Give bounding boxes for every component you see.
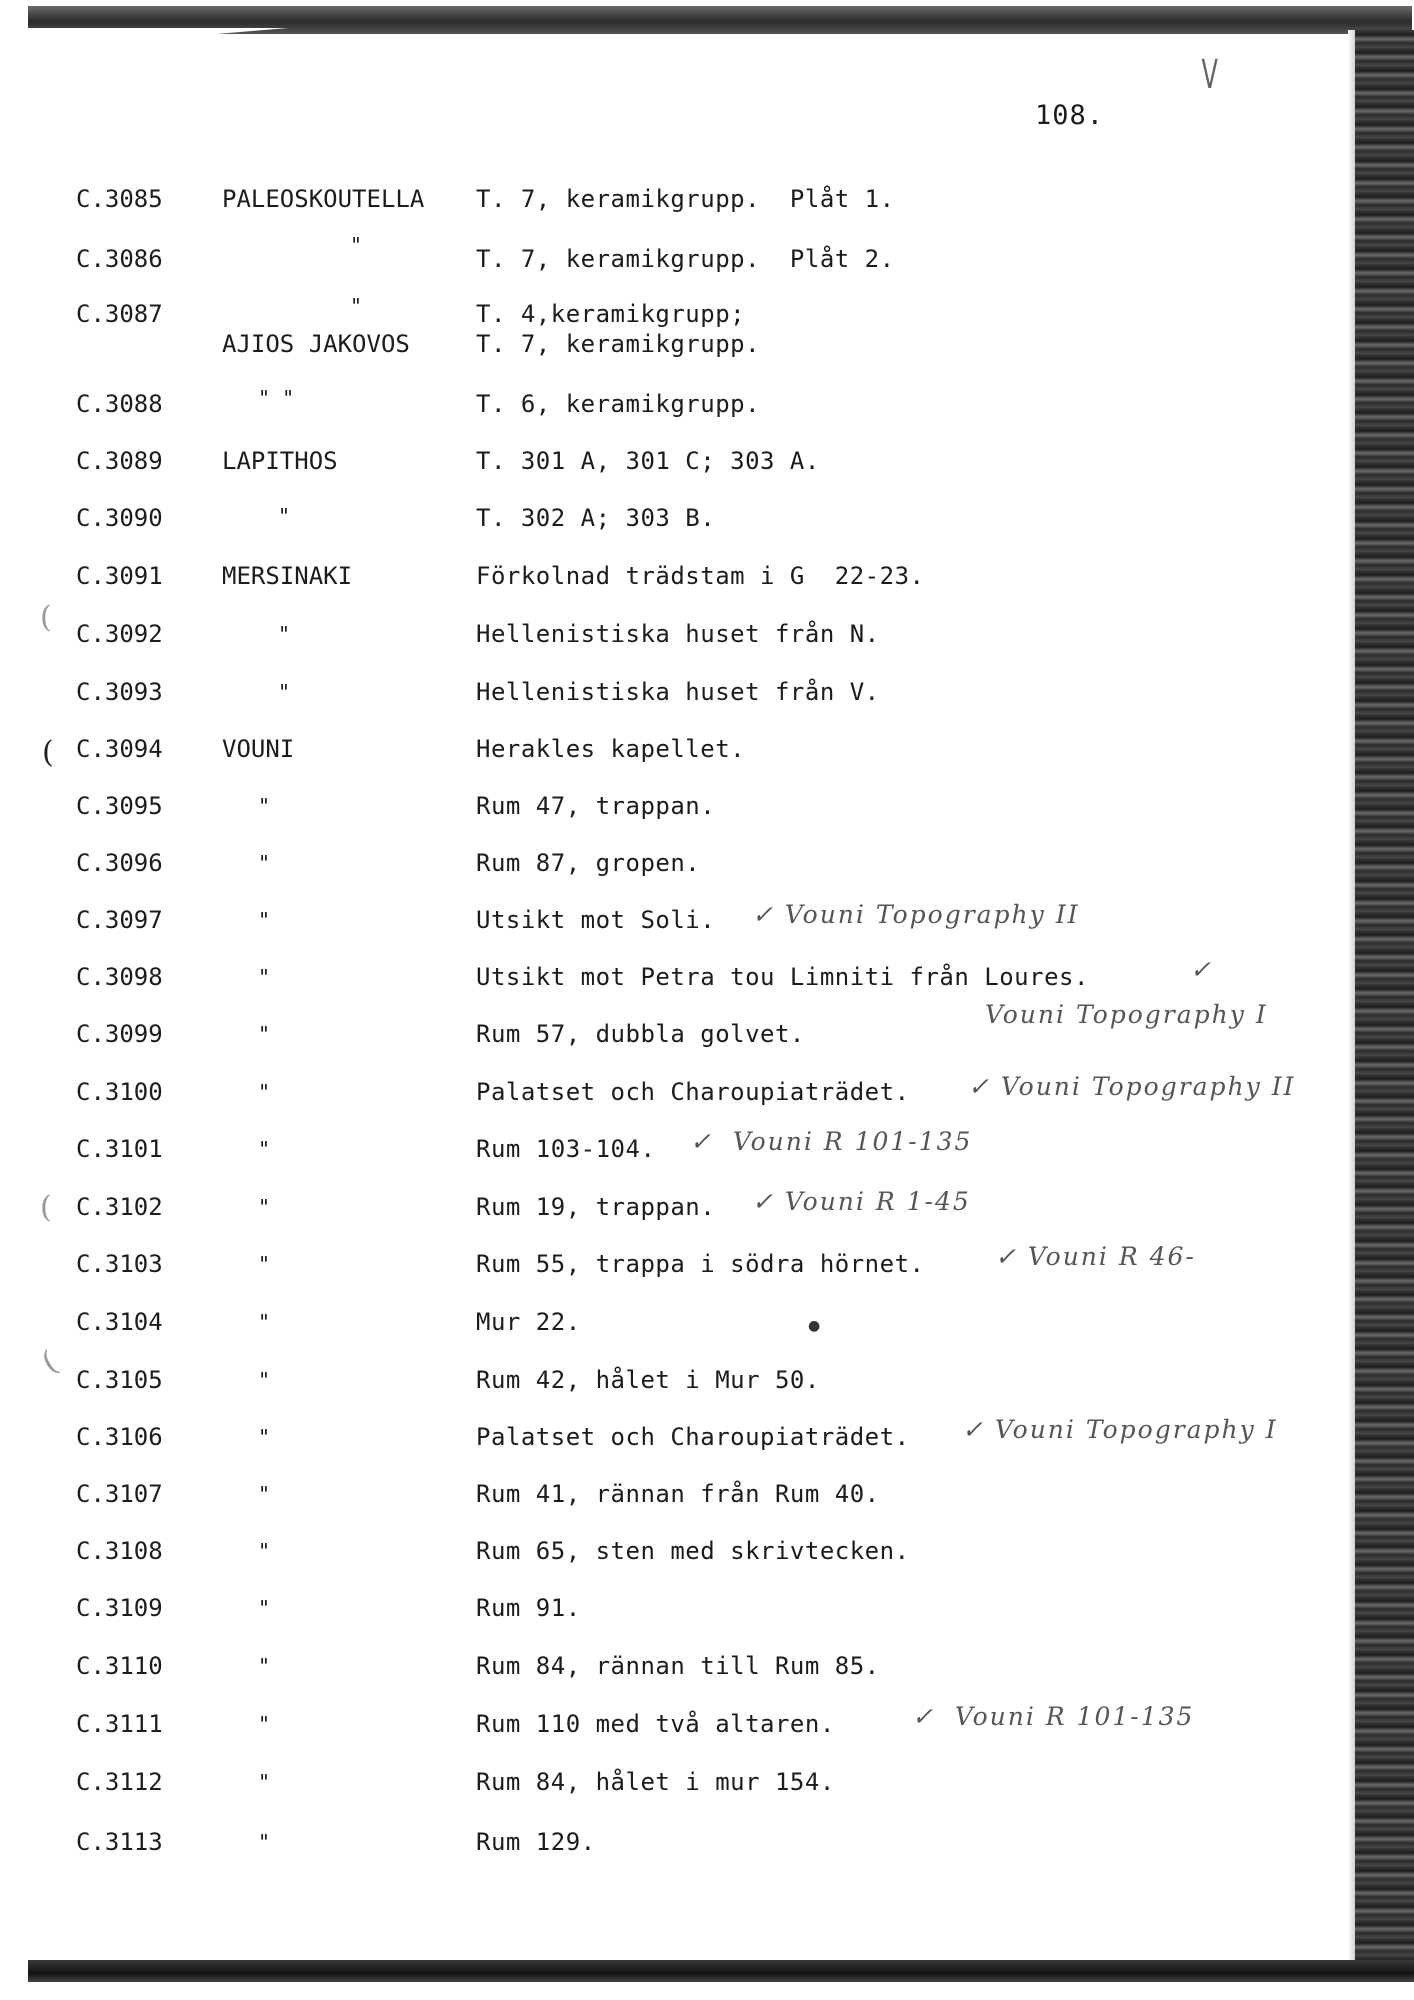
catalogue-entry (0, 233, 1340, 285)
catalogue-entry (0, 1652, 1340, 1692)
scan-border-bottom (28, 1960, 1414, 1982)
catalogue-entry (0, 504, 1340, 544)
entry-description: T. 7, keramikgrupp. Plåt 2. (476, 245, 895, 273)
entry-description: T. 4,keramikgrupp; (476, 300, 746, 328)
entry-number: C.3112 (76, 1768, 163, 1796)
catalogue-entry (0, 1000, 1340, 1060)
entry-description: Herakles kapellet. (476, 735, 746, 763)
entry-site-ditto: " (258, 1539, 271, 1563)
entry-site: VOUNI (222, 735, 295, 763)
margin-paren-mark: ( (40, 1190, 52, 1225)
catalogue-entry (0, 1366, 1340, 1406)
catalogue-entry (0, 1702, 1340, 1750)
entry-description: Palatset och Charoupiaträdet. (476, 1423, 910, 1451)
entry-number: C.3087 (76, 300, 163, 328)
entry-site: AJIOS JAKOVOS (222, 330, 410, 358)
entry-site-ditto: " (258, 965, 271, 989)
entry-site-ditto: " (258, 1080, 271, 1104)
entry-site-ditto: " (258, 1252, 271, 1276)
entry-site-ditto: " (278, 680, 291, 704)
entry-number: C.3088 (76, 390, 163, 418)
top-tick-mark: V (1201, 52, 1218, 98)
entry-site-ditto: " (258, 1310, 271, 1334)
entry-number: C.3089 (76, 447, 163, 475)
entry-number: C.3103 (76, 1250, 163, 1278)
entry-number: C.3113 (76, 1828, 163, 1856)
entry-number: C.3102 (76, 1193, 163, 1221)
entry-site-ditto: " (258, 1195, 271, 1219)
entry-number: C.3086 (76, 245, 163, 273)
entry-number: C.3090 (76, 504, 163, 532)
handwritten-note: ✓ Vouni R 101-135 (690, 1127, 973, 1156)
entry-description: Rum 129. (476, 1828, 596, 1856)
entry-site-ditto: " (258, 1654, 271, 1678)
entry-site-ditto: " (258, 1137, 271, 1161)
entry-description: Rum 103-104. (476, 1135, 656, 1163)
entry-site-ditto: " (278, 622, 291, 646)
entry-description: Rum 84, rännan till Rum 85. (476, 1652, 880, 1680)
entry-number: C.3095 (76, 792, 163, 820)
entry-site-ditto: " (350, 233, 363, 257)
entry-description: Rum 65, sten med skrivtecken. (476, 1537, 910, 1565)
entry-site-ditto: " (258, 1712, 271, 1736)
entry-site-ditto: " (258, 1022, 271, 1046)
catalogue-entry (0, 735, 1340, 775)
entry-description: Förkolnad trädstam i G 22-23. (476, 562, 925, 590)
entry-description: Rum 47, trappan. (476, 792, 716, 820)
entry-site-ditto: " (350, 294, 363, 318)
entry-description: T. 302 A; 303 B. (476, 504, 716, 532)
entry-site-ditto: " (258, 794, 271, 818)
entry-site-ditto: " (258, 1368, 271, 1392)
handwritten-note: ✓ (1190, 955, 1213, 984)
catalogue-entry (0, 620, 1340, 660)
catalogue-entry (0, 1828, 1340, 1868)
catalogue-entry (0, 185, 1340, 225)
entry-number: C.3108 (76, 1537, 163, 1565)
entry-description: T. 301 A, 301 C; 303 A. (476, 447, 820, 475)
handwritten-note: ✓ Vouni R 1-45 (752, 1187, 971, 1216)
entry-site-ditto: " (258, 1596, 271, 1620)
entry-number: C.3097 (76, 906, 163, 934)
entry-description: Rum 91. (476, 1594, 581, 1622)
entry-description: Rum 57, dubbla golvet. (476, 1020, 805, 1048)
entry-number: C.3085 (76, 185, 163, 213)
entry-site-ditto: " (258, 1425, 271, 1449)
entry-description: Mur 22. (476, 1308, 581, 1336)
handwritten-note: ✓ Vouni R 46- (995, 1242, 1196, 1271)
catalogue-entry (0, 678, 1340, 718)
entry-site-ditto: " (258, 851, 271, 875)
entry-site-ditto: " (278, 504, 291, 528)
entry-number: C.3100 (76, 1078, 163, 1106)
margin-paren-mark: ( (36, 1344, 64, 1381)
handwritten-note: ✓ Vouni R 101-135 (912, 1702, 1195, 1731)
catalogue-entry (0, 1537, 1340, 1577)
catalogue-entry (0, 1594, 1340, 1634)
entry-site-ditto: " " (258, 386, 295, 410)
entry-description: Hellenistiska huset från V. (476, 678, 880, 706)
entry-description: Rum 19, trappan. (476, 1193, 716, 1221)
catalogue-entry (0, 849, 1340, 889)
entry-site-ditto: " (258, 908, 271, 932)
entry-description: Palatset och Charoupiaträdet. (476, 1078, 910, 1106)
entry-number: C.3110 (76, 1652, 163, 1680)
catalogue-entry (0, 900, 1340, 946)
entry-number: C.3106 (76, 1423, 163, 1451)
entry-site-ditto: " (258, 1482, 271, 1506)
catalogue-entry (0, 1127, 1340, 1175)
handwritten-note: ✓ Vouni Topography II (968, 1072, 1296, 1101)
entry-description: Utsikt mot Petra tou Limniti från Loures. (476, 963, 1089, 991)
entry-number: C.3094 (76, 735, 163, 763)
entry-number: C.3093 (76, 678, 163, 706)
entry-description: T. 7, keramikgrupp. (476, 330, 761, 358)
entry-description: Rum 55, trappa i södra hörnet. (476, 1250, 925, 1278)
entry-description: Rum 41, rännan från Rum 40. (476, 1480, 880, 1508)
entry-description: T. 6, keramikgrupp. (476, 390, 761, 418)
entry-number: C.3096 (76, 849, 163, 877)
entry-description: Rum 42, hålet i Mur 50. (476, 1366, 820, 1394)
entry-site-ditto: " (258, 1830, 271, 1854)
page-number: 108. (1035, 100, 1105, 131)
entry-number: C.3107 (76, 1480, 163, 1508)
entry-description: Utsikt mot Soli. (476, 906, 716, 934)
margin-paren-mark: ( (42, 735, 54, 770)
entry-number: C.3104 (76, 1308, 163, 1336)
catalogue-entry (0, 1768, 1340, 1808)
handwritten-note: ✓ Vouni Topography I (962, 1415, 1278, 1444)
catalogue-entry (0, 386, 1340, 430)
handwritten-note: ✓ Vouni Topography II (752, 900, 1080, 929)
entry-site: LAPITHOS (222, 447, 338, 475)
catalogue-entry (0, 447, 1340, 487)
catalogue-entry (0, 1072, 1340, 1118)
entry-number: C.3101 (76, 1135, 163, 1163)
scan-border-right (1355, 30, 1414, 1960)
handwritten-note: Vouni Topography I (985, 1000, 1268, 1029)
entry-number: C.3092 (76, 620, 163, 648)
entry-number: C.3109 (76, 1594, 163, 1622)
entry-site: PALEOSKOUTELLA (222, 185, 425, 213)
margin-paren-mark: ( (40, 600, 52, 635)
catalogue-entry (0, 955, 1340, 1003)
catalogue-entry (0, 1187, 1340, 1233)
entry-number: C.3099 (76, 1020, 163, 1048)
catalogue-entry (0, 1308, 1340, 1348)
entry-number: C.3091 (76, 562, 163, 590)
entry-description: Rum 87, gropen. (476, 849, 701, 877)
entry-description: Rum 84, hålet i mur 154. (476, 1768, 835, 1796)
entry-number: C.3111 (76, 1710, 163, 1738)
scan-border-notch (28, 28, 288, 50)
catalogue-entry (0, 562, 1340, 602)
catalogue-entry (0, 1480, 1340, 1520)
catalogue-entry (0, 1242, 1340, 1290)
entry-site: MERSINAKI (222, 562, 353, 590)
entry-description: Hellenistiska huset från N. (476, 620, 880, 648)
catalogue-entry (0, 1415, 1340, 1463)
entry-description: Rum 110 med två altaren. (476, 1710, 835, 1738)
catalogue-entry (0, 792, 1340, 832)
catalogue-entry (0, 294, 1340, 370)
stray-dot-mark: ● (808, 1318, 821, 1334)
entry-number: C.3105 (76, 1366, 163, 1394)
entry-site-ditto: " (258, 1770, 271, 1794)
entry-number: C.3098 (76, 963, 163, 991)
entry-description: T. 7, keramikgrupp. Plåt 1. (476, 185, 895, 213)
